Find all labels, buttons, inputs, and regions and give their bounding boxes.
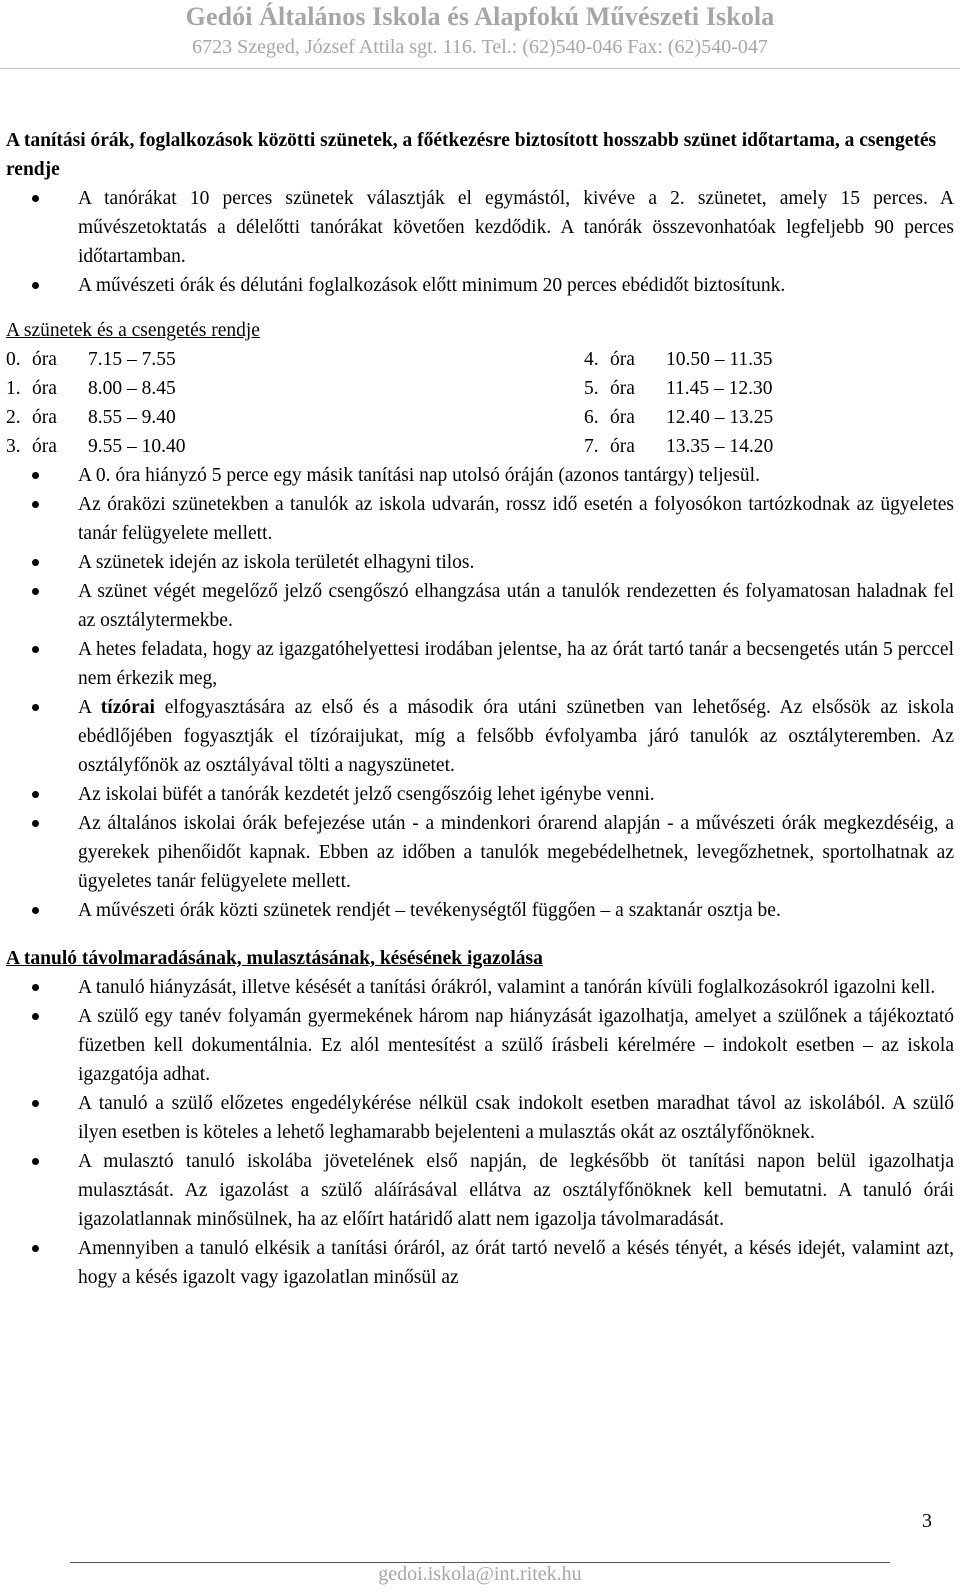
schedule-row: 2. óra 8.55 – 9.40 6. óra 12.40 – 13.25 bbox=[6, 407, 774, 428]
bullet-icon bbox=[32, 791, 39, 798]
bullet-icon bbox=[32, 1245, 39, 1252]
list-item: Amennyiben a tanuló elkésik a tanítási óráról, az órát tartó nevelő a késés tényét, a késés idejét, valamint azt, hogy a késés igazolt vagy igazolatlan minősül az bbox=[6, 1234, 954, 1292]
list-item: A hetes feladata, hogy az igazgatóhelyettesi irodában jelentse, ha az órát tartó tanár a becsengetés után 5 perccel nem érkezik meg, bbox=[6, 635, 954, 693]
list-item: A művészeti órák és délutáni foglalkozások előtt minimum 20 perces ebédidőt biztosítunk. bbox=[6, 271, 954, 300]
bullet-icon bbox=[32, 984, 39, 991]
list-item: A szünet végét megelőző jelző csengőszó elhangzása után a tanulók rendezetten és folyamatosan haladnak fel az osztálytermekbe. bbox=[6, 577, 954, 635]
break-rules-list bbox=[6, 461, 954, 925]
section-breaks-title: A tanítási órák, foglalkozások közötti szünetek, a főétkezésre biztosított hosszabb szünet időtartama, a csengetés rendje bbox=[6, 130, 937, 180]
bell-schedule bbox=[6, 345, 954, 461]
bullet-icon bbox=[32, 907, 39, 914]
bold-term: tízórai bbox=[100, 697, 155, 718]
bullet-icon bbox=[32, 1100, 39, 1107]
list-item: Az óraközi szünetekben a tanulók az iskola udvarán, rossz idő esetén a folyosókon tartózkodnak az ügyeletes tanár felügyelete mellett. bbox=[6, 490, 954, 548]
footer-email: gedoi.iskola@int.ritek.hu bbox=[378, 1563, 582, 1585]
list-item: A mulasztó tanuló iskolába jövetelének első napján, de legkésőbb öt tanítási napon belül igazolhatja mulasztását. Az igazolást a szülő aláírásával ellátva az osztályfőnöknek kell bemutatni. A tanuló órái igazolatlannak minősülnek, ha az előírt határidő alatt nem igazolja távolmaradását. bbox=[6, 1147, 954, 1234]
schedule-row: 1. óra 8.00 – 8.45 5. óra 11.45 – 12.30 bbox=[6, 378, 773, 399]
list-item: A tanórákat 10 perces szünetek választják el egymástól, kivéve a 2. szünetet, amely 15 perces. A művészetoktatás a délelőtti tanórákat követően kezdődik. A tanórák összevonhatóak legfeljebb 90 perces időtartamban. bbox=[6, 184, 954, 271]
list-item: Az iskolai büfét a tanórák kezdetét jelző csengőszóig lehet igénybe venni. bbox=[6, 780, 954, 809]
bullet-icon bbox=[32, 588, 39, 595]
absence-section-title: A tanuló távolmaradásának, mulasztásának, késésének igazolása bbox=[6, 948, 543, 969]
list-item: A tízórai elfogyasztására az első és a második óra utáni szünetben van lehetőség. Az elsősök az iskola ebédlőjében fogyasztják el tízóraijukat, míg a felsőbb évfolyamba járó tanulók az osztályteremben. Az osztályfőnök az osztályával tölti a nagyszünetet. bbox=[6, 693, 954, 780]
school-name: Gedói Általános Iskola és Alapfokú Művészeti Iskola bbox=[185, 2, 775, 31]
bullet-icon bbox=[32, 559, 39, 566]
schedule-row: 0. óra 7.15 – 7.55 4. óra 10.50 – 11.35 bbox=[6, 349, 773, 370]
bullet-icon bbox=[32, 704, 39, 711]
list-item: A tanuló a szülő előzetes engedélykérése nélkül csak indokolt esetben maradhat távol az iskolából. A szülő ilyen esetben is köteles a lehető leghamarabb bejelenteni a mulasztás okát az osztályfőnöknek. bbox=[6, 1089, 954, 1147]
bullet-icon bbox=[32, 646, 39, 653]
absence-rules-list bbox=[6, 973, 954, 1292]
page-number: 3 bbox=[922, 1510, 932, 1532]
list-item: A 0. óra hiányzó 5 perce egy másik tanítási nap utolsó óráján (azonos tantárgy) teljesül. bbox=[6, 461, 954, 490]
list-item: A tanuló hiányzását, illetve késését a tanítási órákról, valamint a tanórán kívüli foglalkozásokról igazolni kell. bbox=[6, 973, 954, 1002]
schedule-title: A szünetek és a csengetés rendje bbox=[6, 320, 260, 341]
bullet-icon bbox=[32, 472, 39, 479]
document-body bbox=[6, 126, 954, 1292]
bullet-icon bbox=[32, 501, 39, 508]
bullet-icon bbox=[32, 1013, 39, 1020]
bullet-icon bbox=[32, 282, 39, 289]
list-item: A szünetek idején az iskola területét elhagyni tilos. bbox=[6, 548, 954, 577]
bullet-icon bbox=[32, 1158, 39, 1165]
list-item: A szülő egy tanév folyamán gyermekének három nap hiányzását igazolhatja, amelyet a szülőnek a tájékoztató füzetben kell dokumentálnia. Ez alól mentesítést a szülő írásbeli kérelmére – indokolt esetben – az iskola igazgatója adhat. bbox=[6, 1002, 954, 1089]
header-divider bbox=[0, 68, 960, 69]
school-address: 6723 Szeged, József Attila sgt. 116. Tel.: (62)540-046 Fax: (62)540-047 bbox=[192, 36, 768, 58]
list-item: Az általános iskolai órák befejezése után - a mindenkori órarend alapján - a művészeti órák megkezdéséig, a gyerekek pihenőidőt kapnak. Ebben az időben a tanulók megebédelhetnek, levegőzhetnek, sportolhatnak az ügyeletes tanár felügyelete mellett. bbox=[6, 809, 954, 896]
schedule-row: 3. óra 9.55 – 10.40 7. óra 13.35 – 14.20 bbox=[6, 436, 774, 457]
bullet-icon bbox=[32, 820, 39, 827]
bullet-icon bbox=[32, 195, 39, 202]
section-breaks-list bbox=[6, 184, 954, 300]
list-item: A művészeti órák közti szünetek rendjét – tevékenységtől függően – a szaktanár osztja be. bbox=[6, 896, 954, 925]
